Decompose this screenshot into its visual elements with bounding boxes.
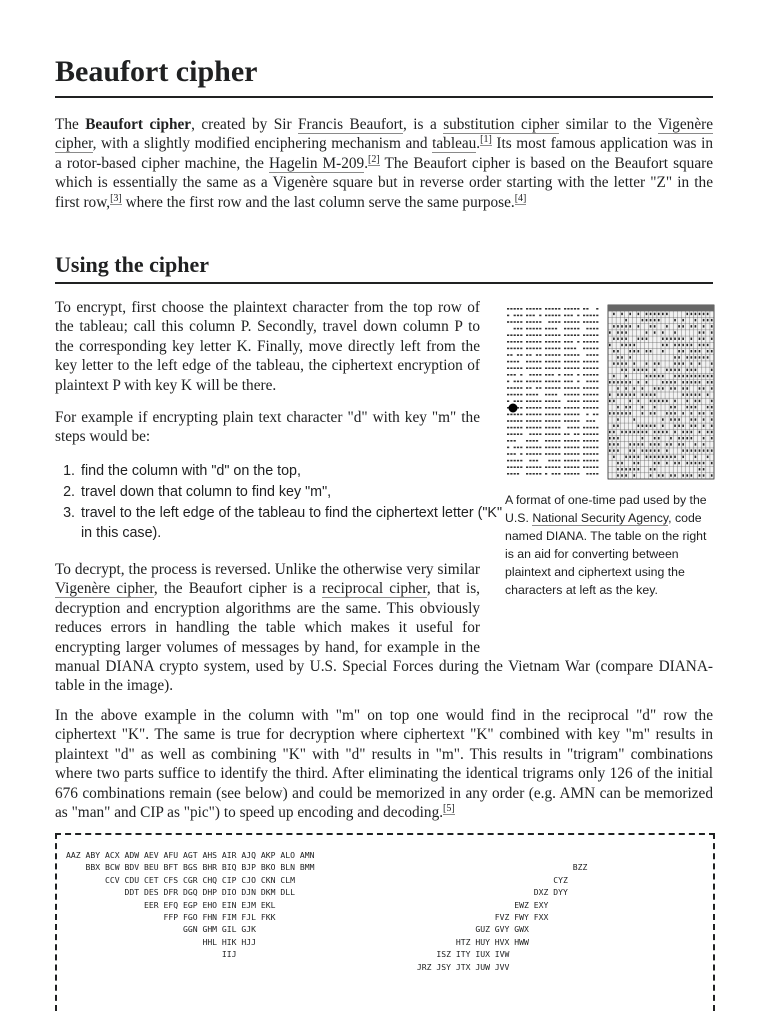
- reference-2[interactable]: [2]: [368, 153, 380, 165]
- trigram-paragraph: In the above example in the column with "m" on top one would find in the reciprocal "d" row the ciphertext "K". The same is true for decryption where ciphertext "K" combined with key "m" results in plaintext "d" as well as combining "K" with "d" results in "m". This results in "trigram" combinations where two parts suffice to identify the third. After eliminating the identical trigrams only 126 of the initial 676 combinations remain (see below) and could be memorized in any order (e.g. AMN can be memorized as "man" and CIP as "pic") to speed up encoding and decoding.[5]: [55, 707, 713, 822]
- link-hagelin-m209[interactable]: Hagelin M-209: [269, 154, 365, 172]
- list-item: 3. travel to the left edge of the tableau to find the ciphertext letter ("K" in this case).: [79, 503, 504, 545]
- bold-term: Beaufort cipher: [85, 116, 192, 133]
- trigram-row: IIJ ISZ ITY IUX IVW: [221, 949, 510, 960]
- link-substitution-cipher[interactable]: substitution cipher: [443, 116, 560, 133]
- one-time-pad-image[interactable]: [505, 303, 715, 483]
- figure-caption: A format of one-time pad used by the U.S. National Security Agency, code named DIANA. The table on the right is an aid for converting between plaintext and ciphertext using the characters at left as the key.: [505, 493, 707, 597]
- link-tableau[interactable]: tableau: [432, 135, 477, 153]
- trigram-row: JRZ JSY JTX JUW JVV: [416, 961, 510, 972]
- link-national-security-agency[interactable]: National Security Agency: [532, 511, 669, 525]
- reference-5[interactable]: [5]: [443, 803, 455, 815]
- link-vigenere-cipher[interactable]: Vigenère cipher: [55, 580, 154, 598]
- link-vigenere-cipher[interactable]: Vigenère cipher: [55, 116, 713, 153]
- encrypt-paragraph: To encrypt, first choose the plaintext character from the top row of the tableau; call this column P. Secondly, travel down column P to the corresponding key letter K. Finally, move directly left from the key letter to the left edge of the tableau, the ciphertext encryption of plaintext P with key K will be there.: [55, 299, 480, 394]
- example-paragraph: For example if encrypting plain text character "d" with key "m" the steps would be:: [55, 409, 480, 446]
- steps-list: [55, 461, 504, 544]
- trigram-row: EER EFQ EGP EHO EIN EJM EKL EWZ EXY: [143, 899, 549, 910]
- link-reciprocal-cipher[interactable]: reciprocal cipher: [322, 580, 427, 598]
- decrypt-paragraph: To decrypt, the process is reversed. Unlike the otherwise very similar Vigenère cipher, the Beaufort cipher is a reciprocal cipher, that is, decryption and encryption algorithms are the same. This obviously reduces errors in handling the table which makes it useful for encrypting larger volumes of messages by hand, for example in the manual DIANA crypto system, used by U.S. Special Forces during the Vietnam War (compare DIANA-table in the image).: [55, 561, 713, 695]
- list-item: 1. find the column with "d" on the top,: [79, 461, 504, 482]
- reference-4[interactable]: [4]: [514, 192, 527, 204]
- trigram-row: HHL HIK HJJ HTZ HUY HVX HWW: [202, 936, 529, 947]
- section-heading: Using the cipher: [55, 251, 713, 284]
- reference-1[interactable]: [1]: [480, 134, 492, 146]
- trigram-table-box: [55, 833, 715, 1011]
- trigram-row: DDT DES DFR DGQ DHP DIO DJN DKM DLL DXZ DYY: [124, 887, 568, 898]
- trigram-row: BBX BCW BDV BEU BFT BGS BHR BIQ BJP BKO BLN BMM BZZ: [85, 862, 588, 873]
- reference-3[interactable]: [3]: [110, 192, 122, 204]
- trigram-row: FFP FGO FHN FIM FJL FKK FVZ FWY FXX: [163, 912, 549, 923]
- trigram-table: [66, 849, 706, 973]
- link-francis-beaufort[interactable]: Francis Beaufort: [298, 116, 404, 133]
- intro-paragraph: The Beaufort cipher, created by Sir Francis Beaufort, is a substitution cipher similar to the Vigenère cipher, with a slightly modified enciphering mechanism and tableau.[1] Its most famous application was in a rotor-based cipher machine, the Hagelin M-209.[2] The Beaufort cipher is based on the Beaufort square which is essentially the same as a Vigenère square but in reverse order starting with the letter "Z" in the first row,[3] where the first row and the last column serve the same purpose.[4]: [55, 116, 714, 211]
- diana-figure: [505, 303, 715, 599]
- page-title: Beaufort cipher: [55, 52, 713, 98]
- trigram-row: GGN GHM GIL GJK GUZ GVY GWX: [182, 924, 529, 935]
- trigram-row: AAZ ABY ACX ADW AEV AFU AGT AHS AIR AJQ AKP ALO AMN: [66, 850, 315, 860]
- trigram-row: CCV CDU CET CFS CGR CHQ CIP CJO CKN CLM CYZ: [104, 874, 568, 885]
- list-item: 2. travel down that column to find key "m",: [79, 482, 504, 503]
